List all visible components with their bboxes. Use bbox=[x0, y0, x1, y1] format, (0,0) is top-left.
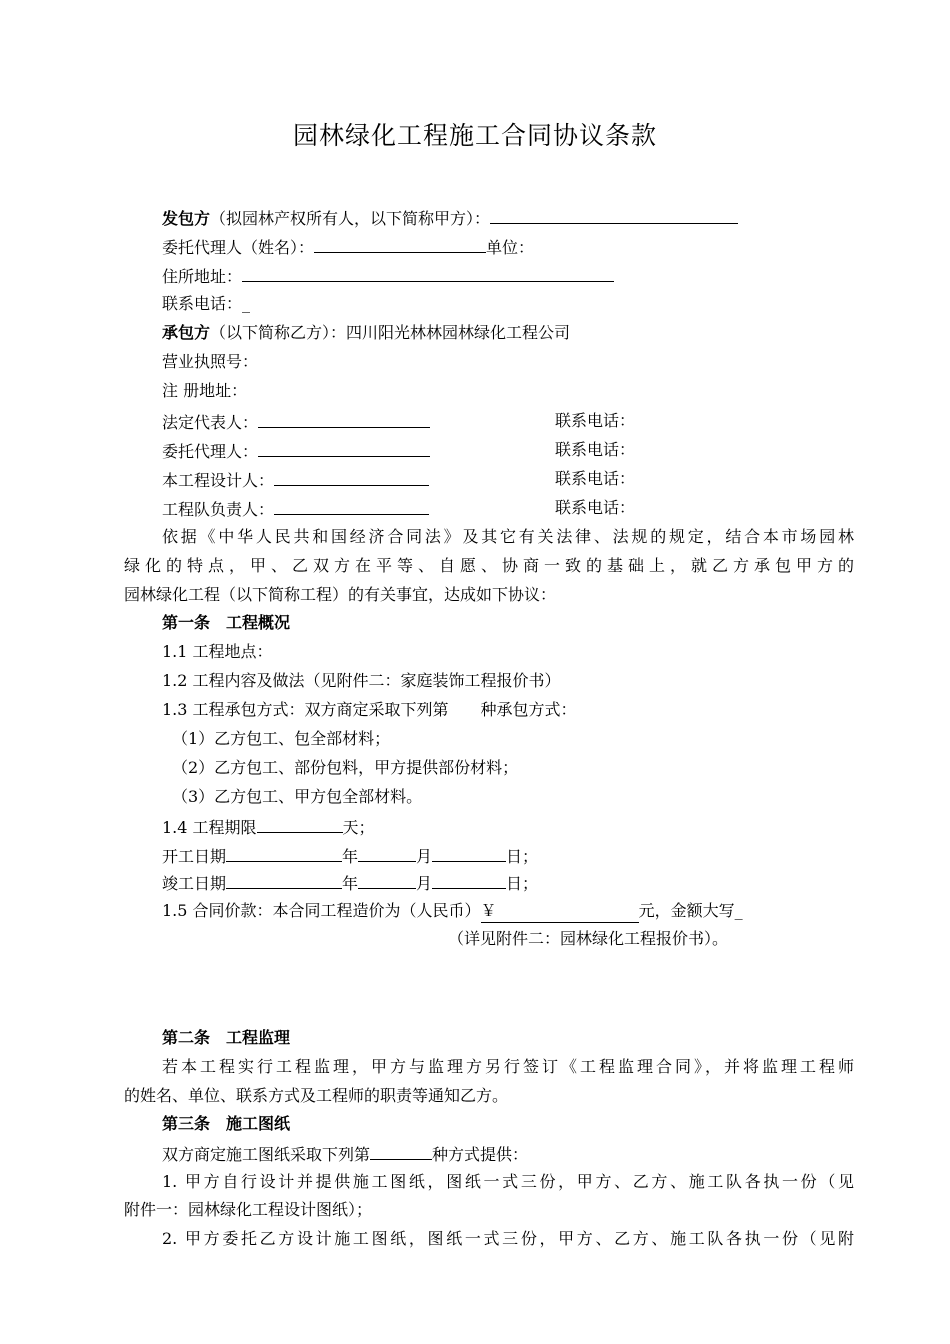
party-a-phone: 联系电话：_ bbox=[162, 294, 251, 313]
end-year-field[interactable] bbox=[226, 871, 342, 889]
start-year-field[interactable] bbox=[226, 844, 342, 862]
end-day-label: 日； bbox=[506, 874, 539, 893]
end-month-field[interactable] bbox=[358, 871, 416, 889]
price-line bbox=[162, 900, 743, 923]
article-2-heading: 第二条 工程监理 bbox=[162, 1028, 291, 1047]
price-field[interactable] bbox=[481, 900, 639, 923]
intro-line-2: 绿化的特点，甲、乙双方在平等、自愿、协商一致的基础上，就乙方承包甲方的 bbox=[124, 556, 854, 575]
party-b-reg-address: 注 册地址： bbox=[162, 381, 248, 400]
designer-phone: 联系电话： bbox=[555, 469, 636, 488]
end-date-label: 竣工日期 bbox=[162, 874, 227, 893]
article-1-heading: 第一条 工程概况 bbox=[162, 613, 291, 632]
yen-symbol: ￥ bbox=[480, 901, 497, 920]
article-3-heading: 第三条 施工图纸 bbox=[162, 1114, 291, 1133]
start-date-label: 开工日期 bbox=[162, 847, 227, 866]
start-year-label: 年 bbox=[342, 847, 359, 866]
legal-rep-field[interactable] bbox=[258, 410, 430, 428]
party-a-unit-label: 单位： bbox=[486, 238, 535, 257]
legal-rep-phone: 联系电话： bbox=[555, 411, 636, 430]
article-3-intro-suffix: 种方式提供： bbox=[432, 1145, 529, 1164]
period-field[interactable] bbox=[257, 815, 343, 833]
party-a-agent-label: 委托代理人（姓名）： bbox=[162, 238, 315, 257]
team-leader-label: 工程队负责人： bbox=[162, 500, 275, 519]
start-day-label: 日； bbox=[506, 847, 539, 866]
designer-field[interactable] bbox=[274, 468, 429, 486]
party-a-line bbox=[162, 206, 738, 230]
article-1-option-3: （3）乙方包工、甲方包全部材料。 bbox=[172, 787, 423, 806]
party-a-agent-line bbox=[162, 235, 534, 259]
price-note: （详见附件二：园林绿化工程报价书）。 bbox=[448, 929, 729, 948]
article-3-line-1: 1. 甲方自行设计并提供施工图纸，图纸一式三份，甲方、乙方、施工队各执一份（见 bbox=[162, 1172, 854, 1191]
party-a-address-label: 住所地址： bbox=[162, 267, 243, 286]
designer-label: 本工程设计人： bbox=[162, 471, 275, 490]
party-b-agent-field[interactable] bbox=[258, 439, 430, 457]
start-month-field[interactable] bbox=[358, 844, 416, 862]
article-1-option-2: （2）乙方包工、部份包料，甲方提供部份材料； bbox=[172, 758, 519, 777]
party-b-agent-label: 委托代理人： bbox=[162, 442, 259, 461]
article-2-line-2: 的姓名、单位、联系方式及工程师的职责等通知乙方。 bbox=[124, 1086, 509, 1105]
article-1-item-1: 1.1 工程地点： bbox=[162, 642, 273, 661]
party-a-agent-field[interactable] bbox=[314, 235, 486, 253]
end-year-label: 年 bbox=[342, 874, 359, 893]
article-3-intro bbox=[162, 1142, 528, 1166]
drawing-method-field[interactable] bbox=[370, 1142, 432, 1160]
period-unit: 天； bbox=[342, 818, 375, 837]
article-1-item-3: 1.3 工程承包方式：双方商定采取下列第 种承包方式： bbox=[162, 700, 577, 719]
party-b-agent-line bbox=[162, 439, 430, 463]
start-month-label: 月 bbox=[416, 847, 433, 866]
party-b-label: 承包方 bbox=[162, 323, 211, 342]
party-a-label: 发包方 bbox=[162, 209, 211, 228]
article-1-option-1: （1）乙方包工、包全部材料； bbox=[172, 729, 391, 748]
article-3-line-3: 2. 甲方委托乙方设计施工图纸，图纸一式三份，甲方、乙方、施工队各执一份（见附 bbox=[162, 1229, 854, 1248]
designer-line bbox=[162, 468, 429, 492]
document-title: 园林绿化工程施工合同协议条款 bbox=[292, 121, 657, 150]
party-a-address-field[interactable] bbox=[242, 264, 614, 282]
price-label: 1.5 合同价款：本合同工程造价为（人民币） bbox=[162, 901, 481, 920]
end-month-label: 月 bbox=[416, 874, 433, 893]
period-line bbox=[162, 815, 375, 839]
legal-rep-label: 法定代表人： bbox=[162, 413, 259, 432]
start-date-line bbox=[162, 844, 538, 868]
article-1-item-2: 1.2 工程内容及做法（见附件二：家庭装饰工程报价书） bbox=[162, 671, 561, 690]
party-a-address-line bbox=[162, 264, 614, 288]
party-b-desc: （以下简称乙方）：四川阳光林林园林绿化工程公司 bbox=[210, 323, 571, 342]
article-2-line-1: 若本工程实行工程监理，甲方与监理方另行签订《工程监理合同》，并将监理工程师 bbox=[162, 1057, 854, 1076]
start-day-field[interactable] bbox=[432, 844, 506, 862]
article-3-intro-label: 双方商定施工图纸采取下列第 bbox=[162, 1145, 371, 1164]
team-leader-line bbox=[162, 497, 429, 521]
period-label: 1.4 工程期限 bbox=[162, 818, 257, 837]
end-day-field[interactable] bbox=[432, 871, 506, 889]
party-a-name-field[interactable] bbox=[490, 206, 738, 224]
intro-line-3: 园林绿化工程（以下简称工程）的有关事宜，达成如下协议： bbox=[124, 585, 557, 604]
party-a-desc: （拟园林产权所有人，以下简称甲方）： bbox=[210, 209, 491, 228]
price-amount-words: 元，金额大写_ bbox=[638, 901, 743, 920]
party-b-license: 营业执照号： bbox=[162, 352, 259, 371]
party-b-agent-phone: 联系电话： bbox=[555, 440, 636, 459]
intro-line-1: 依据《中华人民共和国经济合同法》及其它有关法律、法规的规定，结合本市场园林 bbox=[162, 527, 854, 546]
legal-rep-line bbox=[162, 410, 430, 434]
team-leader-phone: 联系电话： bbox=[555, 498, 636, 517]
party-b-line bbox=[162, 322, 570, 344]
team-leader-field[interactable] bbox=[274, 497, 429, 515]
article-3-line-2: 附件一：园林绿化工程设计图纸）； bbox=[124, 1200, 373, 1219]
end-date-line bbox=[162, 871, 538, 895]
